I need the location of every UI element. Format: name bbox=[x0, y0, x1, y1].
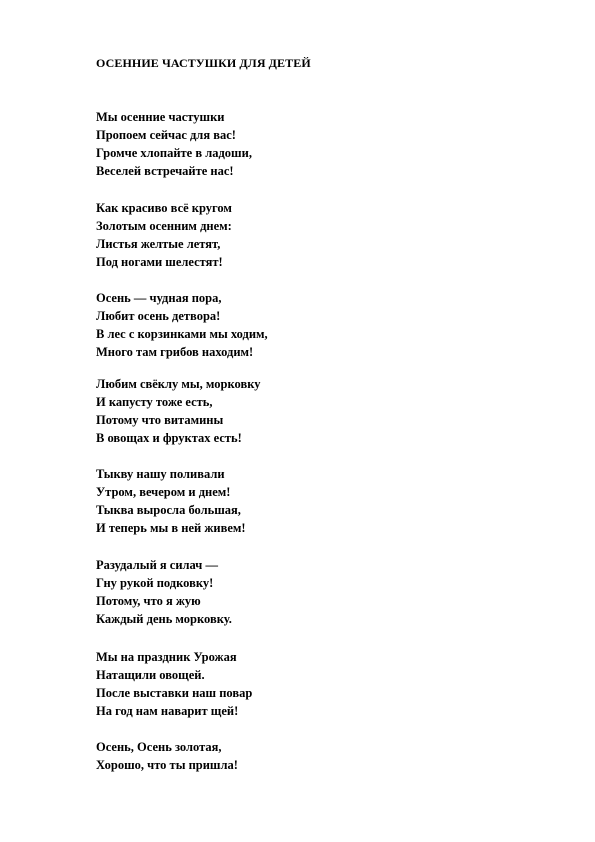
verse-line: И капусту тоже есть, bbox=[96, 395, 213, 409]
verse-line: Каждый день морковку. bbox=[96, 612, 232, 626]
verse-line: Громче хлопайте в ладоши, bbox=[96, 146, 252, 160]
stanza-1 bbox=[96, 108, 252, 180]
verse-line: После выставки наш повар bbox=[96, 686, 253, 700]
verse-line: Разудалый я силач — bbox=[96, 558, 218, 572]
verse-line: Любим свёклу мы, морковку bbox=[96, 377, 261, 391]
stanza-6 bbox=[96, 556, 232, 628]
verse-line: Тыкву нашу поливали bbox=[96, 467, 225, 481]
stanza-8 bbox=[96, 738, 238, 774]
verse-line: Как красиво всё кругом bbox=[96, 201, 232, 215]
verse-line: На год нам наварит щей! bbox=[96, 704, 239, 718]
stanza-4 bbox=[96, 375, 260, 447]
verse-line: Тыква выросла большая, bbox=[96, 503, 241, 517]
verse-line: Хорошо, что ты пришла! bbox=[96, 758, 238, 772]
verse-line: Потому, что я жую bbox=[96, 594, 201, 608]
stanza-2 bbox=[96, 199, 232, 271]
stanza-7 bbox=[96, 648, 252, 720]
verse-line: Веселей встречайте нас! bbox=[96, 164, 234, 178]
verse-line: Золотым осенним днем: bbox=[96, 219, 232, 233]
verse-line: Осень, Осень золотая, bbox=[96, 740, 222, 754]
verse-line: Гну рукой подковку! bbox=[96, 576, 214, 590]
stanza-3 bbox=[96, 289, 268, 361]
document-title: ОСЕННИЕ ЧАСТУШКИ ДЛЯ ДЕТЕЙ bbox=[96, 56, 311, 70]
stanza-5 bbox=[96, 465, 246, 537]
verse-line: Много там грибов находим! bbox=[96, 345, 254, 359]
verse-line: Мы на праздник Урожая bbox=[96, 650, 237, 664]
verse-line: И теперь мы в ней живем! bbox=[96, 521, 246, 535]
verse-line: В овощах и фруктах есть! bbox=[96, 431, 242, 445]
verse-line: Под ногами шелестят! bbox=[96, 255, 223, 269]
verse-line: Утром, вечером и днем! bbox=[96, 485, 231, 499]
verse-line: Осень — чудная пора, bbox=[96, 291, 222, 305]
verse-line: Мы осенние частушки bbox=[96, 110, 225, 124]
verse-line: Потому что витамины bbox=[96, 413, 224, 427]
verse-line: Натащили овощей. bbox=[96, 668, 205, 682]
verse-line: Любит осень детвора! bbox=[96, 309, 221, 323]
verse-line: В лес с корзинками мы ходим, bbox=[96, 327, 268, 341]
verse-line: Пропоем сейчас для вас! bbox=[96, 128, 236, 142]
verse-line: Листья желтые летят, bbox=[96, 237, 221, 251]
